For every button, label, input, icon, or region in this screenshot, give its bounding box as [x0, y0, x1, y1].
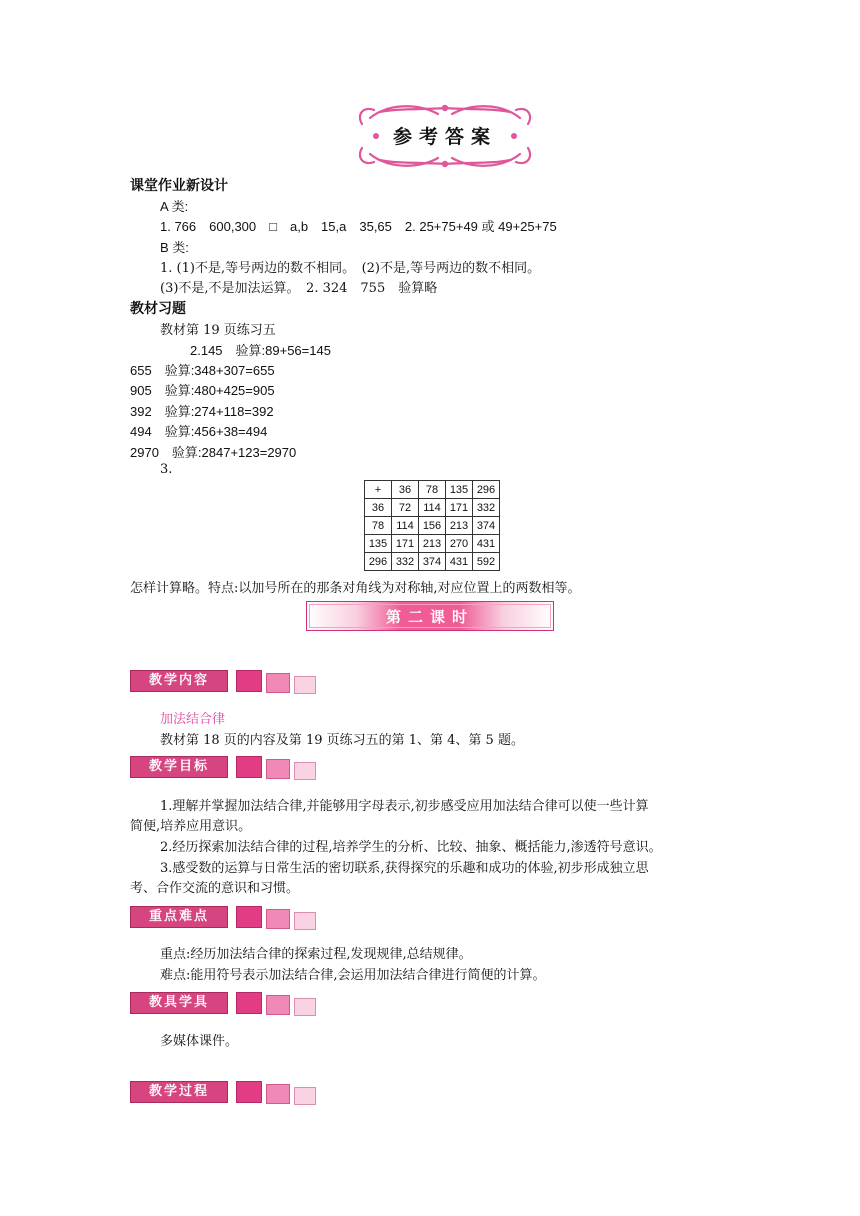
decor-square-icon — [266, 673, 290, 693]
table-cell: 270 — [446, 535, 473, 553]
exercise-row: 655 验算:348+307=655 — [130, 363, 275, 378]
section-header-process — [130, 1081, 320, 1105]
decor-square-icon — [236, 670, 262, 692]
topic-title: 加法结合律 — [160, 712, 226, 727]
goal-3-line-2: 考、合作交流的意识和习惯。 — [130, 881, 300, 896]
decor-square-icon — [236, 906, 262, 928]
exercise-3-label: 3. — [160, 462, 173, 477]
table-row — [365, 553, 500, 571]
decor-square-icon — [294, 998, 316, 1016]
table-cell: 431 — [473, 535, 500, 553]
decor-square-icon — [294, 1087, 316, 1105]
decor-square-icon — [266, 1084, 290, 1104]
table-cell: 78 — [365, 517, 392, 535]
table-cell: 156 — [419, 517, 446, 535]
table-row — [365, 535, 500, 553]
decor-square-icon — [294, 762, 316, 780]
lesson-title: 第二课时 — [385, 608, 474, 626]
category-a-answers: 1. 766 600,300 □ a,b 15,a 35,65 2. 25+75+49 或 49+25+75 — [160, 219, 557, 234]
table-row — [365, 517, 500, 535]
table-cell: 72 — [392, 499, 419, 517]
category-b-answers-2: (3)不是,不是加法运算。 2. 324 755 验算略 — [160, 281, 438, 296]
section-heading-homework: 课堂作业新设计 — [130, 177, 228, 193]
difficult-point: 难点:能用符号表示加法结合律,会运用加法结合律进行简便的计算。 — [160, 968, 546, 983]
section-header-keypoints — [130, 906, 320, 930]
addition-table — [364, 480, 500, 571]
section-header-label: 教学目标 — [130, 756, 228, 778]
table-cell: 78 — [419, 481, 446, 499]
table-row — [365, 481, 500, 499]
reference-answer-title: 参考答案 — [392, 126, 497, 148]
decor-square-icon — [236, 992, 262, 1014]
table-cell: 431 — [446, 553, 473, 571]
table-cell: 171 — [392, 535, 419, 553]
section-header-label: 教具学具 — [130, 992, 228, 1014]
table-cell: 114 — [392, 517, 419, 535]
exercise-row: 494 验算:456+38=494 — [130, 424, 268, 439]
table-cell: 135 — [365, 535, 392, 553]
content-text: 教材第 18 页的内容及第 19 页练习五的第 1、第 4、第 5 题。 — [160, 733, 524, 748]
decor-square-icon — [294, 912, 316, 930]
table-cell: 332 — [392, 553, 419, 571]
section-header-label: 教学内容 — [130, 670, 228, 692]
table-note: 怎样计算略。特点:以加号所在的那条对角线为对称轴,对应位置上的两数相等。 — [130, 581, 581, 596]
goal-1-line-1: 1.理解并掌握加法结合律,并能够用字母表示,初步感受应用加法结合律可以使一些计算 — [160, 799, 649, 814]
goal-1-line-2: 简便,培养应用意识。 — [130, 819, 252, 834]
table-cell: 135 — [446, 481, 473, 499]
decor-square-icon — [236, 1081, 262, 1103]
section-header-content — [130, 670, 320, 694]
table-cell: 114 — [419, 499, 446, 517]
table-cell: 296 — [365, 553, 392, 571]
table-cell: 296 — [473, 481, 500, 499]
goal-3-line-1: 3.感受数的运算与日常生活的密切联系,获得探究的乐趣和成功的体验,初步形成独立思 — [160, 861, 649, 876]
lesson-banner — [306, 601, 554, 631]
table-cell: 374 — [473, 517, 500, 535]
category-a-label: A 类: — [160, 199, 189, 214]
tools-text: 多媒体课件。 — [160, 1034, 239, 1049]
textbook-page-line: 教材第 19 页练习五 — [160, 323, 276, 338]
table-cell: 592 — [473, 553, 500, 571]
table-cell: 171 — [446, 499, 473, 517]
exercise-2-first: 2.145 验算:89+56=145 — [190, 343, 331, 358]
table-cell: 36 — [365, 499, 392, 517]
table-cell: 213 — [419, 535, 446, 553]
category-b-label: B 类: — [160, 240, 189, 255]
decor-square-icon — [266, 759, 290, 779]
category-b-answers-1: 1. (1)不是,等号两边的数不相同。 (2)不是,等号两边的数不相同。 — [160, 261, 541, 276]
decor-square-icon — [294, 676, 316, 694]
table-cell: 36 — [392, 481, 419, 499]
section-header-tools — [130, 992, 320, 1016]
table-cell: 213 — [446, 517, 473, 535]
decor-square-icon — [266, 995, 290, 1015]
exercise-row: 2970 验算:2847+123=2970 — [130, 445, 297, 460]
section-header-label: 教学过程 — [130, 1081, 228, 1103]
table-row — [365, 499, 500, 517]
reference-answer-banner — [350, 100, 540, 172]
decor-square-icon — [236, 756, 262, 778]
decor-square-icon — [266, 909, 290, 929]
key-point: 重点:经历加法结合律的探索过程,发现规律,总结规律。 — [160, 947, 472, 962]
goal-2: 2.经历探索加法结合律的过程,培养学生的分析、比较、抽象、概括能力,渗透符号意识。 — [160, 840, 662, 855]
table-cell: + — [365, 481, 392, 499]
section-header-goals — [130, 756, 320, 780]
table-cell: 374 — [419, 553, 446, 571]
section-heading-textbook: 教材习题 — [130, 300, 186, 316]
section-header-label: 重点难点 — [130, 906, 228, 928]
table-cell: 332 — [473, 499, 500, 517]
exercise-row: 392 验算:274+118=392 — [130, 404, 274, 419]
exercise-row: 905 验算:480+425=905 — [130, 383, 275, 398]
